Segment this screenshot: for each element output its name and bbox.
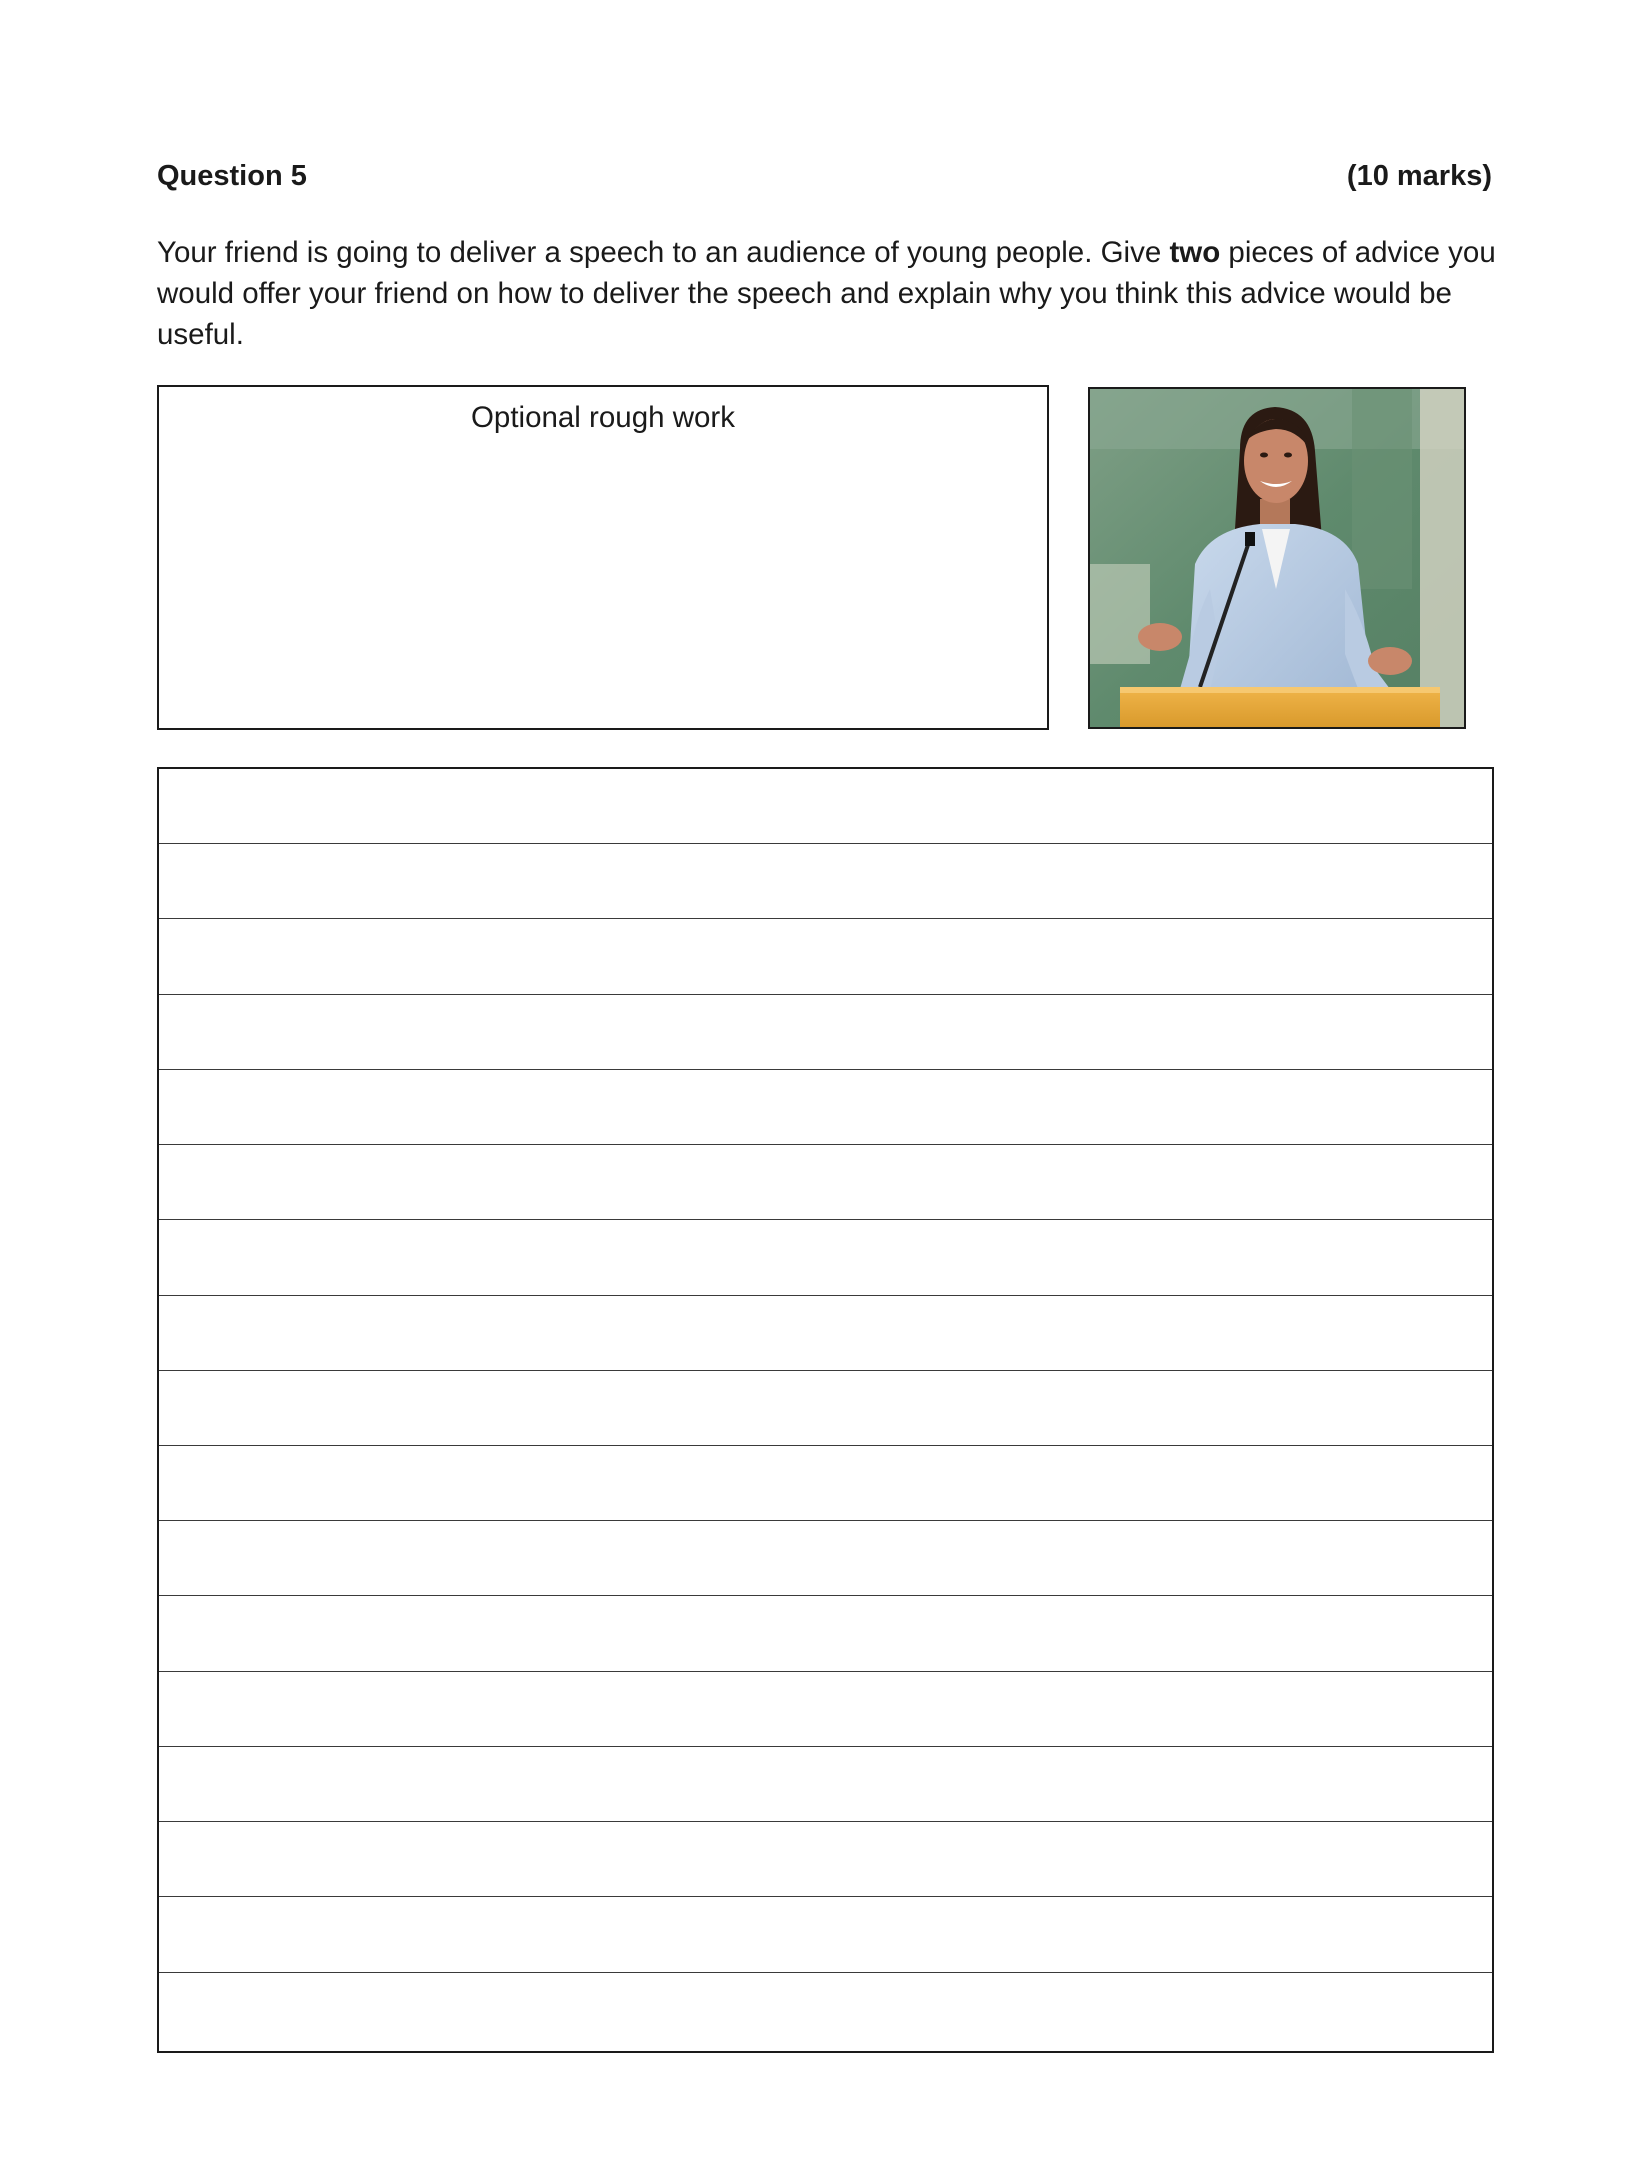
- answer-line: [159, 1896, 1492, 1897]
- question-header: [157, 160, 1492, 200]
- prompt-emphasis: two: [1169, 236, 1221, 269]
- speaker-photo: [1088, 387, 1466, 729]
- answer-line: [159, 1972, 1492, 1973]
- answer-line: [159, 1671, 1492, 1672]
- answer-line: [159, 843, 1492, 844]
- answer-line: [159, 1746, 1492, 1747]
- answer-line: [159, 1520, 1492, 1521]
- answer-lines-box[interactable]: [157, 767, 1494, 2053]
- answer-line: [159, 1821, 1492, 1822]
- answer-line: [159, 1295, 1492, 1296]
- answer-line: [159, 1370, 1492, 1371]
- answer-line: [159, 1144, 1492, 1145]
- rough-work-box[interactable]: [157, 385, 1049, 730]
- answer-line: [159, 1219, 1492, 1220]
- question-title: Question 5: [157, 160, 307, 192]
- prompt-text-end: pieces of advice you would offer your friend on how to deliver the speech and explain why you think this advice would be useful.: [157, 236, 1496, 351]
- answer-line: [159, 918, 1492, 919]
- answer-line: [159, 1069, 1492, 1070]
- answer-line: [159, 994, 1492, 995]
- rough-work-label: Optional rough work: [470, 401, 735, 434]
- question-marks: (10 marks): [1346, 160, 1492, 192]
- question-prompt: [157, 232, 1497, 355]
- answer-line: [159, 1445, 1492, 1446]
- prompt-text-start: Your friend is going to deliver a speech to an audience of young people. Give: [157, 236, 1170, 269]
- answer-line: [159, 1595, 1492, 1596]
